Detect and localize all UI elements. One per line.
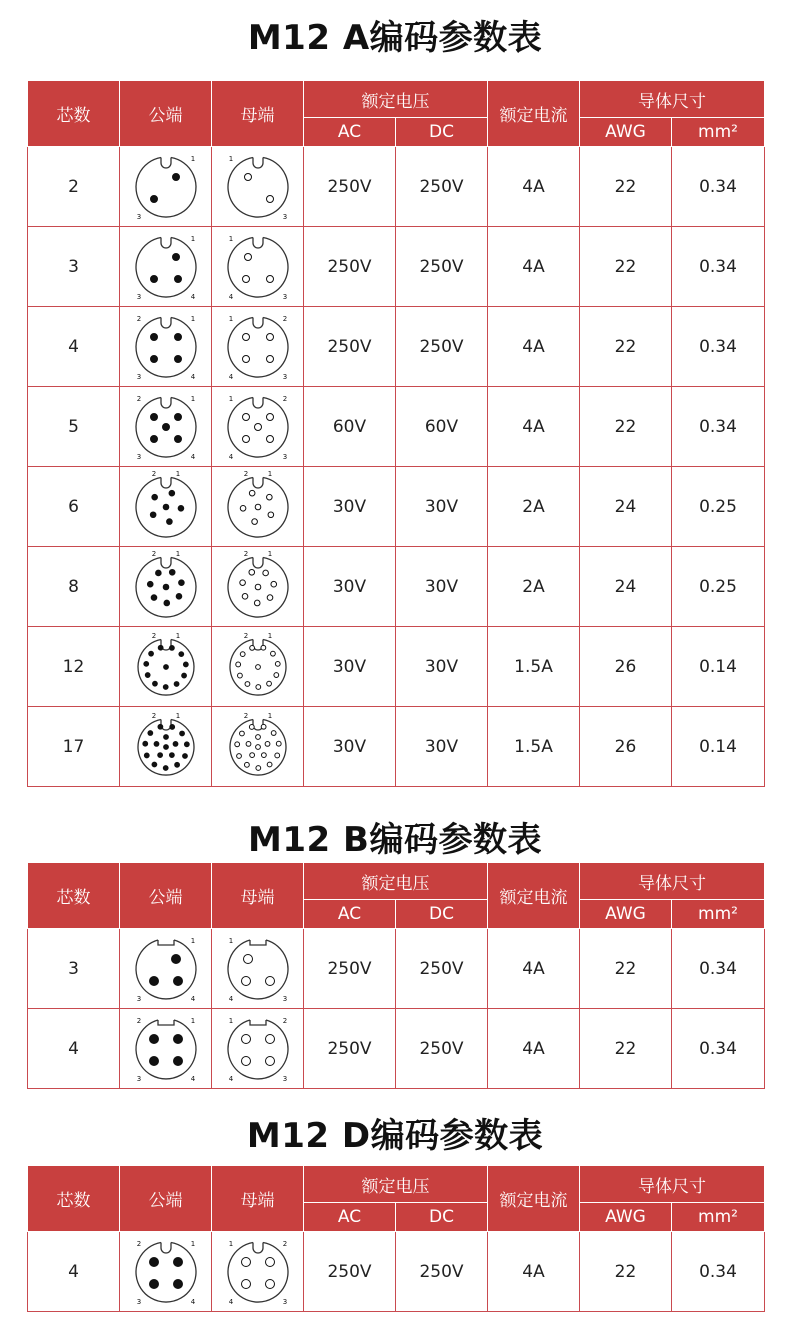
cell-cores: 5 bbox=[28, 387, 120, 467]
svg-text:3: 3 bbox=[136, 1074, 141, 1083]
cell-awg: 22 bbox=[580, 387, 672, 467]
header-dc: DC bbox=[396, 900, 488, 929]
svg-text:4: 4 bbox=[190, 292, 195, 301]
svg-text:1: 1 bbox=[267, 469, 272, 478]
cell-dc: 250V bbox=[396, 307, 488, 387]
header-mm2: mm² bbox=[672, 118, 765, 147]
svg-text:1: 1 bbox=[190, 1239, 195, 1248]
cell-female bbox=[212, 467, 304, 547]
svg-text:1: 1 bbox=[190, 234, 195, 243]
m12-a-table bbox=[27, 80, 765, 787]
svg-text:2: 2 bbox=[243, 469, 248, 478]
female-connector-diagram bbox=[216, 230, 300, 304]
table-row bbox=[28, 707, 765, 787]
cell-male bbox=[120, 1009, 212, 1089]
cell-current: 4A bbox=[488, 929, 580, 1009]
section-title-d: M12 D编码参数表 bbox=[246, 1116, 544, 1156]
svg-text:1: 1 bbox=[190, 1016, 195, 1025]
header-mm2: mm² bbox=[672, 1203, 765, 1232]
header-voltage: 额定电压 bbox=[304, 863, 488, 900]
svg-text:1: 1 bbox=[228, 1239, 233, 1248]
table-row bbox=[28, 1009, 765, 1089]
svg-text:2: 2 bbox=[243, 549, 248, 558]
cell-male bbox=[120, 307, 212, 387]
cell-cores: 12 bbox=[28, 627, 120, 707]
cell-ac: 250V bbox=[304, 307, 396, 387]
cell-female bbox=[212, 1009, 304, 1089]
cell-dc: 30V bbox=[396, 707, 488, 787]
svg-text:3: 3 bbox=[136, 292, 141, 301]
cell-mm2: 0.14 bbox=[672, 627, 765, 707]
male-connector-diagram bbox=[124, 390, 208, 464]
header-current: 额定电流 bbox=[488, 863, 580, 929]
female-connector-diagram bbox=[216, 550, 300, 624]
female-connector-diagram bbox=[216, 932, 300, 1006]
table-body bbox=[28, 929, 765, 1089]
cell-mm2: 0.25 bbox=[672, 467, 765, 547]
cell-ac: 30V bbox=[304, 707, 396, 787]
female-connector-diagram bbox=[216, 710, 300, 784]
cell-cores: 3 bbox=[28, 227, 120, 307]
male-connector-diagram bbox=[124, 310, 208, 384]
cell-male bbox=[120, 467, 212, 547]
male-connector-diagram bbox=[124, 1012, 208, 1086]
cell-ac: 250V bbox=[304, 1232, 396, 1312]
svg-text:1: 1 bbox=[190, 154, 195, 163]
header-ac: AC bbox=[304, 118, 396, 147]
male-connector-diagram bbox=[124, 710, 208, 784]
female-connector-diagram bbox=[216, 630, 300, 704]
cell-female bbox=[212, 307, 304, 387]
svg-text:2: 2 bbox=[243, 631, 248, 640]
cell-male bbox=[120, 627, 212, 707]
svg-text:3: 3 bbox=[136, 1297, 141, 1306]
cell-current: 4A bbox=[488, 147, 580, 227]
cell-current: 4A bbox=[488, 1009, 580, 1089]
svg-text:2: 2 bbox=[282, 1239, 287, 1248]
cell-dc: 250V bbox=[396, 227, 488, 307]
header-female: 母端 bbox=[212, 81, 304, 147]
cell-cores: 4 bbox=[28, 1009, 120, 1089]
svg-text:4: 4 bbox=[228, 1074, 233, 1083]
cell-current: 2A bbox=[488, 467, 580, 547]
table-body bbox=[28, 1232, 765, 1312]
cell-male bbox=[120, 147, 212, 227]
svg-text:1: 1 bbox=[175, 469, 180, 478]
svg-text:2: 2 bbox=[243, 711, 248, 720]
cell-dc: 250V bbox=[396, 1009, 488, 1089]
svg-text:2: 2 bbox=[151, 469, 156, 478]
cell-ac: 60V bbox=[304, 387, 396, 467]
header-size: 导体尺寸 bbox=[580, 81, 765, 118]
cell-awg: 26 bbox=[580, 627, 672, 707]
header-voltage: 额定电压 bbox=[304, 1166, 488, 1203]
svg-text:3: 3 bbox=[282, 212, 287, 221]
cell-mm2: 0.34 bbox=[672, 929, 765, 1009]
svg-text:1: 1 bbox=[267, 711, 272, 720]
m12-b-table bbox=[27, 862, 765, 1089]
cell-awg: 22 bbox=[580, 929, 672, 1009]
svg-text:2: 2 bbox=[136, 1239, 141, 1248]
cell-current: 2A bbox=[488, 547, 580, 627]
cell-cores: 6 bbox=[28, 467, 120, 547]
cell-mm2: 0.34 bbox=[672, 1009, 765, 1089]
female-connector-diagram bbox=[216, 150, 300, 224]
header-male: 公端 bbox=[120, 863, 212, 929]
cell-dc: 30V bbox=[396, 467, 488, 547]
cell-awg: 22 bbox=[580, 1232, 672, 1312]
cell-current: 1.5A bbox=[488, 627, 580, 707]
header-ac: AC bbox=[304, 900, 396, 929]
svg-text:2: 2 bbox=[136, 314, 141, 323]
cell-female bbox=[212, 929, 304, 1009]
cell-current: 4A bbox=[488, 307, 580, 387]
svg-text:1: 1 bbox=[228, 394, 233, 403]
male-connector-diagram bbox=[124, 932, 208, 1006]
cell-dc: 30V bbox=[396, 547, 488, 627]
cell-ac: 30V bbox=[304, 627, 396, 707]
cell-male bbox=[120, 227, 212, 307]
table-body bbox=[28, 147, 765, 787]
header-voltage: 额定电压 bbox=[304, 81, 488, 118]
svg-text:3: 3 bbox=[282, 1297, 287, 1306]
cell-ac: 250V bbox=[304, 1009, 396, 1089]
cell-male bbox=[120, 707, 212, 787]
table-row bbox=[28, 467, 765, 547]
svg-text:2: 2 bbox=[282, 1016, 287, 1025]
header-ac: AC bbox=[304, 1203, 396, 1232]
svg-text:3: 3 bbox=[282, 994, 287, 1003]
svg-text:2: 2 bbox=[136, 1016, 141, 1025]
cell-current: 4A bbox=[488, 227, 580, 307]
cell-current: 4A bbox=[488, 1232, 580, 1312]
header-cores: 芯数 bbox=[28, 81, 120, 147]
cell-current: 4A bbox=[488, 387, 580, 467]
cell-ac: 30V bbox=[304, 467, 396, 547]
cell-mm2: 0.14 bbox=[672, 707, 765, 787]
svg-text:1: 1 bbox=[228, 234, 233, 243]
svg-text:4: 4 bbox=[228, 994, 233, 1003]
header-size: 导体尺寸 bbox=[580, 1166, 765, 1203]
svg-text:2: 2 bbox=[151, 711, 156, 720]
female-connector-diagram bbox=[216, 470, 300, 544]
header-awg: AWG bbox=[580, 900, 672, 929]
cell-male bbox=[120, 1232, 212, 1312]
svg-text:2: 2 bbox=[136, 394, 141, 403]
header-awg: AWG bbox=[580, 118, 672, 147]
header-female: 母端 bbox=[212, 863, 304, 929]
header-current: 额定电流 bbox=[488, 81, 580, 147]
header-current: 额定电流 bbox=[488, 1166, 580, 1232]
header-mm2: mm² bbox=[672, 900, 765, 929]
header-cores: 芯数 bbox=[28, 863, 120, 929]
table-row bbox=[28, 547, 765, 627]
svg-text:1: 1 bbox=[228, 314, 233, 323]
cell-cores: 4 bbox=[28, 307, 120, 387]
svg-text:1: 1 bbox=[190, 936, 195, 945]
svg-text:4: 4 bbox=[190, 994, 195, 1003]
svg-text:1: 1 bbox=[228, 936, 233, 945]
cell-cores: 17 bbox=[28, 707, 120, 787]
header-size: 导体尺寸 bbox=[580, 863, 765, 900]
cell-female bbox=[212, 147, 304, 227]
svg-text:2: 2 bbox=[282, 314, 287, 323]
cell-male bbox=[120, 547, 212, 627]
svg-text:3: 3 bbox=[282, 292, 287, 301]
cell-ac: 250V bbox=[304, 929, 396, 1009]
svg-text:3: 3 bbox=[282, 452, 287, 461]
svg-text:3: 3 bbox=[282, 372, 287, 381]
cell-dc: 30V bbox=[396, 627, 488, 707]
svg-text:3: 3 bbox=[282, 1074, 287, 1083]
header-dc: DC bbox=[396, 1203, 488, 1232]
svg-text:1: 1 bbox=[228, 1016, 233, 1025]
cell-ac: 30V bbox=[304, 547, 396, 627]
male-connector-diagram bbox=[124, 470, 208, 544]
cell-mm2: 0.34 bbox=[672, 227, 765, 307]
cell-ac: 250V bbox=[304, 227, 396, 307]
header-female: 母端 bbox=[212, 1166, 304, 1232]
cell-cores: 3 bbox=[28, 929, 120, 1009]
svg-text:2: 2 bbox=[151, 549, 156, 558]
cell-awg: 22 bbox=[580, 1009, 672, 1089]
cell-mm2: 0.34 bbox=[672, 1232, 765, 1312]
cell-male bbox=[120, 387, 212, 467]
cell-awg: 24 bbox=[580, 467, 672, 547]
cell-male bbox=[120, 929, 212, 1009]
svg-text:4: 4 bbox=[228, 372, 233, 381]
cell-female bbox=[212, 627, 304, 707]
cell-female bbox=[212, 387, 304, 467]
section-title-a: M12 A编码参数表 bbox=[247, 18, 543, 58]
svg-text:4: 4 bbox=[228, 292, 233, 301]
cell-dc: 250V bbox=[396, 147, 488, 227]
header-male: 公端 bbox=[120, 1166, 212, 1232]
cell-cores: 4 bbox=[28, 1232, 120, 1312]
cell-mm2: 0.34 bbox=[672, 147, 765, 227]
table-row bbox=[28, 627, 765, 707]
cell-awg: 24 bbox=[580, 547, 672, 627]
female-connector-diagram bbox=[216, 390, 300, 464]
table-row bbox=[28, 147, 765, 227]
cell-ac: 250V bbox=[304, 147, 396, 227]
svg-text:3: 3 bbox=[136, 212, 141, 221]
svg-text:1: 1 bbox=[175, 549, 180, 558]
header-awg: AWG bbox=[580, 1203, 672, 1232]
female-connector-diagram bbox=[216, 1012, 300, 1086]
cell-female bbox=[212, 227, 304, 307]
cell-female bbox=[212, 547, 304, 627]
cell-awg: 22 bbox=[580, 147, 672, 227]
svg-text:1: 1 bbox=[267, 631, 272, 640]
table-row bbox=[28, 307, 765, 387]
cell-dc: 250V bbox=[396, 929, 488, 1009]
svg-text:3: 3 bbox=[136, 994, 141, 1003]
male-connector-diagram bbox=[124, 630, 208, 704]
cell-female bbox=[212, 707, 304, 787]
m12-d-table bbox=[27, 1165, 765, 1312]
svg-text:4: 4 bbox=[228, 452, 233, 461]
svg-text:1: 1 bbox=[175, 711, 180, 720]
cell-awg: 22 bbox=[580, 307, 672, 387]
svg-text:3: 3 bbox=[136, 452, 141, 461]
cell-dc: 60V bbox=[396, 387, 488, 467]
male-connector-diagram bbox=[124, 550, 208, 624]
cell-awg: 22 bbox=[580, 227, 672, 307]
svg-text:1: 1 bbox=[228, 154, 233, 163]
svg-text:4: 4 bbox=[190, 452, 195, 461]
table-row bbox=[28, 227, 765, 307]
svg-text:4: 4 bbox=[190, 1297, 195, 1306]
cell-female bbox=[212, 1232, 304, 1312]
cell-cores: 8 bbox=[28, 547, 120, 627]
svg-text:2: 2 bbox=[282, 394, 287, 403]
table-row bbox=[28, 387, 765, 467]
male-connector-diagram bbox=[124, 150, 208, 224]
cell-dc: 250V bbox=[396, 1232, 488, 1312]
cell-mm2: 0.25 bbox=[672, 547, 765, 627]
svg-text:1: 1 bbox=[190, 314, 195, 323]
header-dc: DC bbox=[396, 118, 488, 147]
svg-text:4: 4 bbox=[190, 372, 195, 381]
svg-text:1: 1 bbox=[190, 394, 195, 403]
cell-current: 1.5A bbox=[488, 707, 580, 787]
male-connector-diagram bbox=[124, 1235, 208, 1309]
male-connector-diagram bbox=[124, 230, 208, 304]
table-row bbox=[28, 1232, 765, 1312]
section-title-b: M12 B编码参数表 bbox=[248, 820, 542, 860]
svg-text:4: 4 bbox=[190, 1074, 195, 1083]
header-cores: 芯数 bbox=[28, 1166, 120, 1232]
female-connector-diagram bbox=[216, 1235, 300, 1309]
svg-text:1: 1 bbox=[267, 549, 272, 558]
header-male: 公端 bbox=[120, 81, 212, 147]
cell-cores: 2 bbox=[28, 147, 120, 227]
svg-text:1: 1 bbox=[175, 631, 180, 640]
svg-text:2: 2 bbox=[151, 631, 156, 640]
table-row bbox=[28, 929, 765, 1009]
cell-awg: 26 bbox=[580, 707, 672, 787]
cell-mm2: 0.34 bbox=[672, 387, 765, 467]
female-connector-diagram bbox=[216, 310, 300, 384]
cell-mm2: 0.34 bbox=[672, 307, 765, 387]
svg-text:4: 4 bbox=[228, 1297, 233, 1306]
svg-text:3: 3 bbox=[136, 372, 141, 381]
